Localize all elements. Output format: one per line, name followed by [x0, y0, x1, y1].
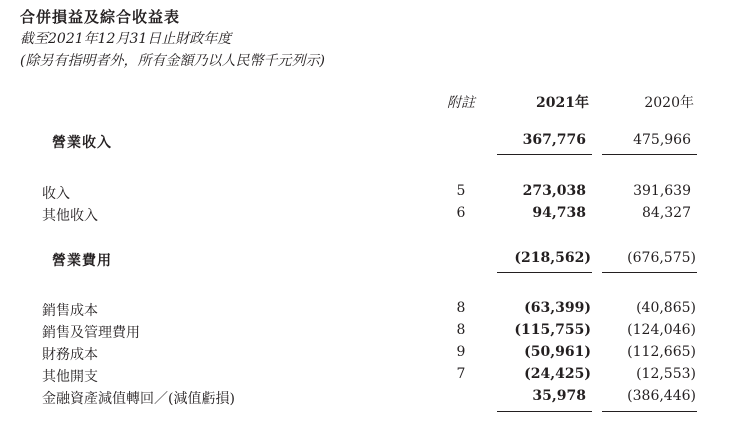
- value-2020: 84,327: [642, 205, 691, 221]
- underline-2021-subtotal: [497, 411, 592, 412]
- row-label: 金融資產減值轉回／(減值虧損): [42, 391, 235, 407]
- value-2020: (12,553): [636, 366, 696, 382]
- column-header-2021: 2021年: [536, 95, 589, 111]
- row-selling-admin-expenses: [0, 322, 740, 344]
- row-label: 營業收入: [52, 135, 112, 151]
- value-2020: 475,966: [633, 132, 691, 148]
- row-label: 銷售成本: [42, 303, 98, 319]
- value-2020: (676,575): [627, 250, 696, 266]
- row-finance-costs: [0, 344, 740, 366]
- column-header-note: 附註: [447, 95, 475, 111]
- value-2021: (24,425): [524, 366, 591, 382]
- value-2021: (63,399): [524, 300, 591, 316]
- row-operating-expenses: [0, 250, 740, 272]
- note-ref: 9: [456, 344, 466, 360]
- period-subtitle: 截至2021年12月31日止財政年度: [20, 31, 232, 47]
- statement-title: 合併損益及綜合收益表: [20, 8, 181, 26]
- row-revenue: [0, 183, 740, 205]
- row-label: 財務成本: [42, 347, 98, 363]
- value-2021: 273,038: [522, 183, 586, 199]
- value-2021: (115,755): [514, 322, 591, 338]
- note-ref: 6: [456, 205, 466, 221]
- value-2021: (218,562): [514, 250, 591, 266]
- value-2021: (50,961): [524, 344, 591, 360]
- value-2021: 367,776: [522, 132, 586, 148]
- currency-note: (除另有指明者外，所有金額乃以人民幣千元列示): [20, 53, 325, 69]
- underline-2020-operating-expenses: [602, 272, 697, 273]
- note-ref: 8: [456, 322, 466, 338]
- note-ref: 7: [456, 366, 466, 382]
- value-2020: 391,639: [633, 183, 691, 199]
- value-2021: 94,738: [532, 205, 586, 221]
- row-other-expenses: [0, 366, 740, 388]
- row-other-income: [0, 205, 740, 227]
- row-label: 其他開支: [42, 369, 98, 385]
- underline-2020-subtotal: [602, 411, 697, 412]
- underline-2021-operating-expenses: [497, 272, 592, 273]
- underline-2020-operating-revenue: [602, 154, 697, 155]
- row-operating-revenue: [0, 132, 740, 154]
- value-2021: 35,978: [532, 388, 586, 404]
- row-label: 銷售及管理費用: [42, 325, 140, 341]
- value-2020: (40,865): [636, 300, 696, 316]
- note-ref: 8: [456, 300, 466, 316]
- underline-2021-operating-revenue: [497, 154, 592, 155]
- column-header-2020: 2020年: [644, 95, 694, 111]
- row-impairment-reversal: [0, 388, 740, 410]
- note-ref: 5: [456, 183, 466, 199]
- row-cost-of-sales: [0, 300, 740, 322]
- row-label: 其他收入: [42, 208, 98, 224]
- value-2020: (112,665): [627, 344, 696, 360]
- value-2020: (386,446): [627, 388, 696, 404]
- row-label: 營業費用: [52, 253, 112, 269]
- row-label: 收入: [42, 186, 70, 202]
- value-2020: (124,046): [627, 322, 696, 338]
